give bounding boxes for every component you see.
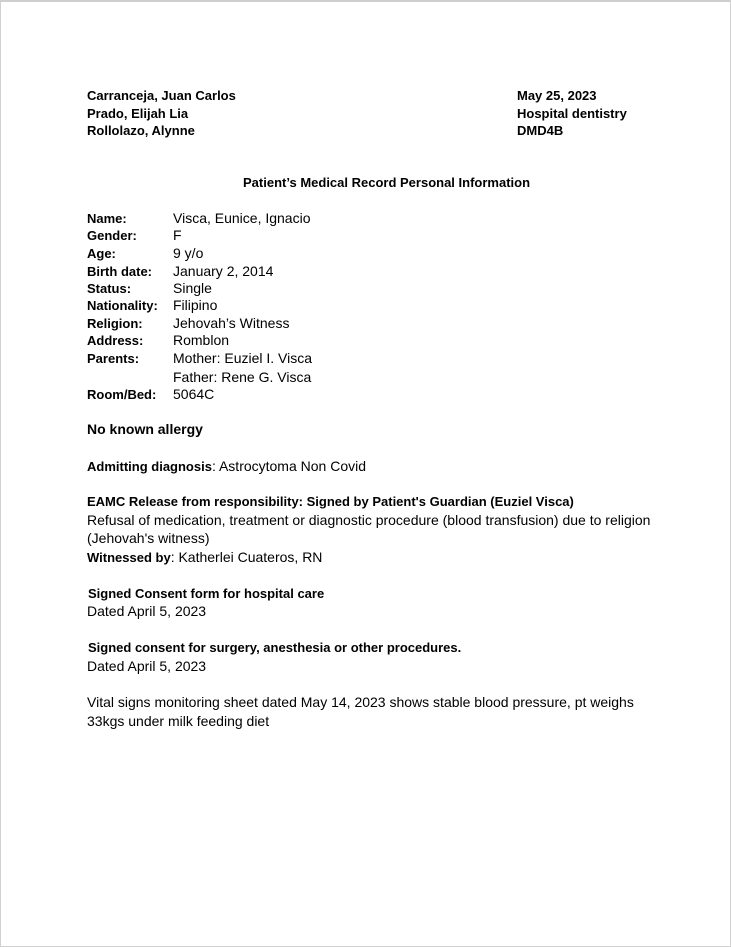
age-value: 9 y/o bbox=[173, 245, 204, 261]
religion-label: Religion: bbox=[87, 316, 143, 331]
name-label: Name: bbox=[87, 211, 127, 226]
witness-value: : Katherlei Cuateros, RN bbox=[170, 549, 323, 565]
nationality-value: Filipino bbox=[173, 297, 218, 313]
release-line-2: (Jehovah's witness) bbox=[87, 530, 210, 546]
release-line-1: Refusal of medication, treatment or diagnostic procedure (blood transfusion) due to religion bbox=[87, 512, 651, 528]
consent-surgery-date: Dated April 5, 2023 bbox=[87, 658, 207, 674]
address-value: Romblon bbox=[173, 332, 230, 348]
nationality-label: Nationality: bbox=[87, 298, 158, 313]
father-value: Father: Rene G. Visca bbox=[173, 369, 312, 385]
witness-label: Witnessed by bbox=[87, 550, 171, 565]
diagnosis-line bbox=[87, 458, 366, 474]
page-title: Patient’s Medical Record Personal Information bbox=[243, 175, 531, 190]
header-section: DMD4B bbox=[517, 123, 564, 138]
address-label: Address: bbox=[87, 333, 144, 348]
consent-hospital-heading: Signed Consent form for hospital care bbox=[88, 586, 325, 601]
author-2: Prado, Elijah Lia bbox=[87, 106, 189, 121]
diagnosis-label: Admitting diagnosis bbox=[87, 459, 212, 474]
gender-label: Gender: bbox=[87, 228, 137, 243]
vitals-line-1: Vital signs monitoring sheet dated May 14, 2023 shows stable blood pressure, pt weighs bbox=[87, 694, 634, 710]
diagnosis-value: : Astrocytoma Non Covid bbox=[211, 458, 367, 474]
room-bed-label: Room/Bed: bbox=[87, 387, 157, 402]
age-label: Age: bbox=[87, 246, 116, 261]
release-heading: EAMC Release from responsibility: Signed by Patient's Guardian (Euziel Visca) bbox=[87, 494, 574, 509]
birth-date-label: Birth date: bbox=[87, 264, 152, 279]
author-3: Rollolazo, Alynne bbox=[87, 123, 195, 138]
consent-surgery-heading: Signed consent for surgery, anesthesia or other procedures. bbox=[88, 640, 462, 655]
header-department: Hospital dentistry bbox=[517, 106, 627, 121]
allergy-note: No known allergy bbox=[87, 421, 203, 437]
consent-hospital-date: Dated April 5, 2023 bbox=[87, 603, 207, 619]
parents-label: Parents: bbox=[87, 351, 140, 366]
birth-date-value: January 2, 2014 bbox=[173, 263, 274, 279]
status-label: Status: bbox=[87, 281, 132, 296]
room-bed-value: 5064C bbox=[173, 386, 215, 402]
name-value: Visca, Eunice, Ignacio bbox=[173, 210, 311, 226]
religion-value: Jehovah’s Witness bbox=[173, 315, 290, 331]
vitals-line-2: 33kgs under milk feeding diet bbox=[87, 713, 270, 729]
gender-value: F bbox=[173, 227, 182, 243]
status-value: Single bbox=[173, 280, 212, 296]
witness-line bbox=[87, 549, 322, 565]
header-date: May 25, 2023 bbox=[517, 88, 597, 103]
mother-value: Mother: Euziel I. Visca bbox=[173, 350, 313, 366]
author-1: Carranceja, Juan Carlos bbox=[87, 88, 236, 103]
